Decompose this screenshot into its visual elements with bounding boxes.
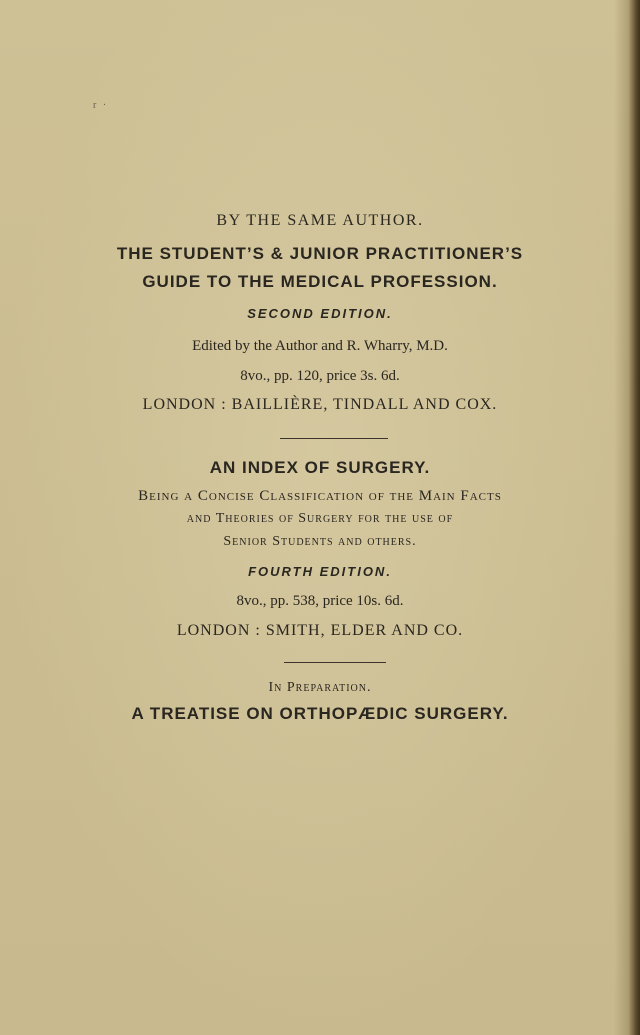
index-description-line-3: Senior Students and others.: [223, 534, 417, 549]
page-mark: r ·: [93, 100, 109, 111]
index-description-line-2: and Theories of Surgery for the use of: [186, 511, 454, 526]
section-divider-2: [284, 662, 386, 663]
guide-publisher: LONDON : BAILLIÈRE, TINDALL AND COX.: [142, 396, 498, 413]
index-title: AN INDEX OF SURGERY.: [209, 458, 431, 477]
guide-price: 8vo., pp. 120, price 3s. 6d.: [240, 368, 400, 384]
treatise-title: A TREATISE ON ORTHOPÆDIC SURGERY.: [131, 704, 509, 723]
index-price: 8vo., pp. 538, price 10s. 6d.: [236, 593, 404, 609]
section-divider-1: [280, 438, 388, 439]
by-same-author-heading: BY THE SAME AUTHOR.: [216, 212, 424, 229]
guide-title-line-2: GUIDE TO THE MEDICAL PROFESSION.: [142, 272, 498, 291]
index-publisher: LONDON : SMITH, ELDER AND CO.: [176, 622, 464, 639]
index-edition: FOURTH EDITION.: [248, 564, 392, 579]
guide-title-line-1: THE STUDENT’S & JUNIOR PRACTITIONER’S: [116, 244, 524, 263]
guide-edition: SECOND EDITION.: [247, 306, 393, 321]
page-edge-shadow: [614, 0, 640, 1035]
guide-editors: Edited by the Author and R. Wharry, M.D.: [192, 338, 448, 354]
in-preparation-label: In Preparation.: [268, 680, 372, 695]
index-description-line-1: Being a Concise Classification of the Main Facts: [138, 488, 502, 504]
